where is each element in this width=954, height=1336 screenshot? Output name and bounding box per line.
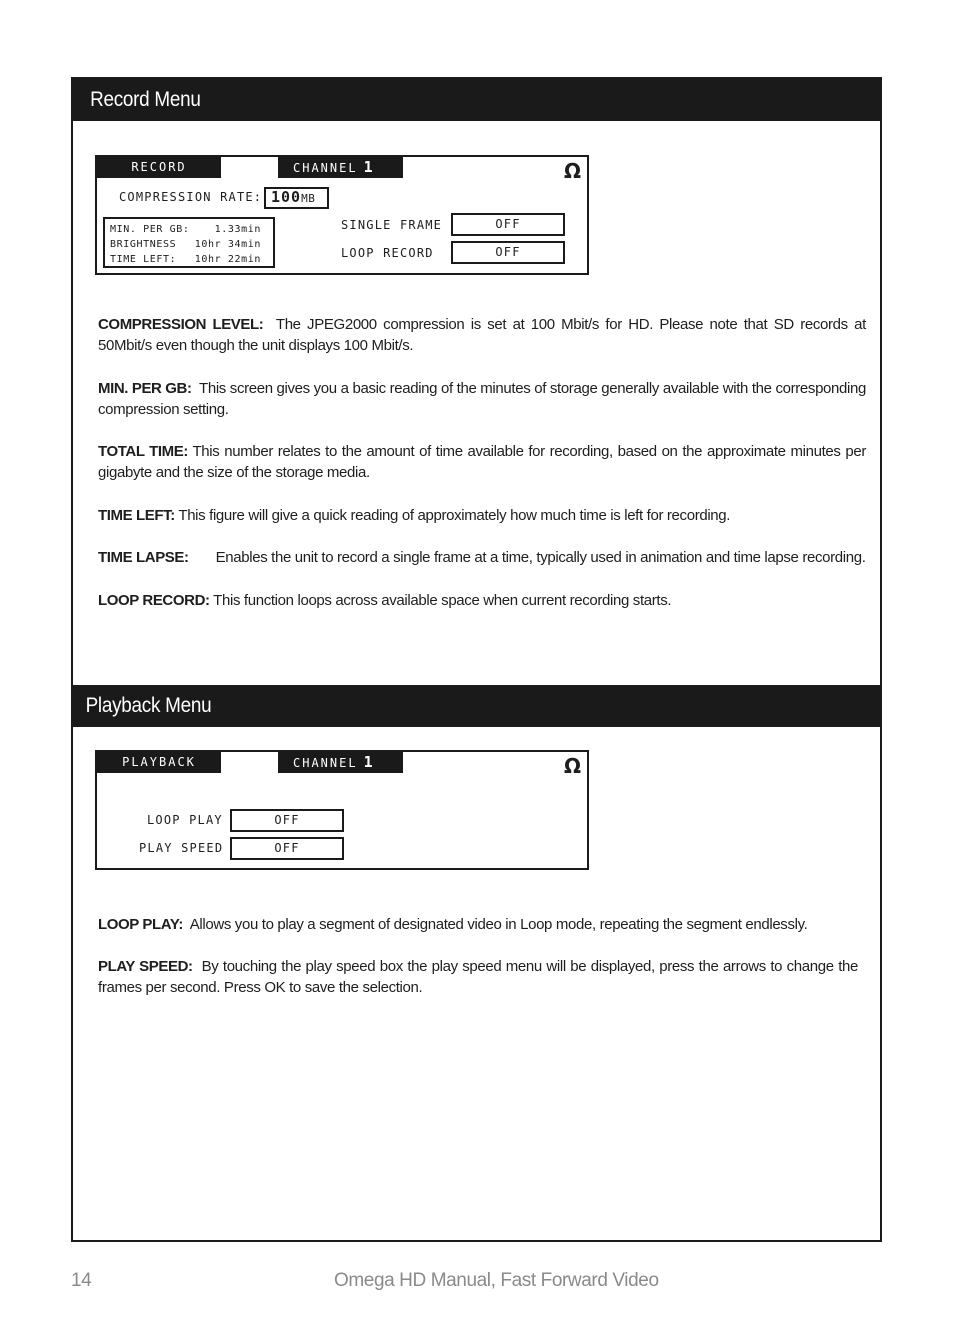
loop-play-label: LOOP PLAY [147,813,223,827]
description: The JPEG2000 compression is set at 100 Mbit/s for HD. Please note that SD records at 50Mbit/s even though the unit displays 100 Mbit/s. [98,316,866,354]
omega-logo-icon: Ω [563,754,581,778]
term: COMPRESSION LEVEL: [98,316,264,333]
stats-row [110,237,273,252]
channel-tab-label: CHANNEL [293,756,358,770]
paragraph-compression-level [98,314,866,356]
term: PLAY SPEED: [98,958,193,975]
min-per-gb-value: 1.33min [214,224,261,235]
stats-row [110,252,273,267]
brightness-value: 10hr 34min [194,239,261,250]
record-menu-title: Record Menu [90,88,201,111]
term: MIN. PER GB: [98,380,192,397]
playback-tab-label: PLAYBACK [122,755,196,769]
page-number: 14 [71,1270,92,1291]
paragraph-loop-record [98,590,866,611]
single-frame-label: SINGLE FRAME [341,218,443,232]
term: TOTAL TIME: [98,443,188,460]
paragraph-time-lapse [98,547,866,568]
time-left-label: TIME LEFT: [110,254,177,265]
term: LOOP PLAY: [98,916,183,933]
loop-play-value: OFF [274,813,300,827]
paragraph-total-time [98,441,866,483]
channel-number: 1 [363,753,373,771]
paragraph-min-per-gb [98,378,866,420]
loop-record-value: OFF [495,245,521,259]
storage-stats-box [103,217,275,268]
playback-menu-title: Playback Menu [85,694,212,717]
record-tab-label: RECORD [131,160,187,174]
term: TIME LEFT: [98,507,175,524]
playback-tab[interactable] [97,752,221,773]
footer-title: Omega HD Manual, Fast Forward Video [334,1270,659,1291]
channel-tab[interactable] [278,752,403,773]
single-frame-value: OFF [495,217,521,231]
description: This screen gives you a basic reading of the minutes of storage generally available with the corresponding compression setting. [98,380,866,418]
playback-menu-header [73,685,880,727]
play-speed-value: OFF [274,841,300,855]
paragraph-time-left [98,505,866,526]
record-tab[interactable] [97,157,221,178]
record-panel [95,155,589,275]
record-menu-header [73,79,880,121]
stats-row [110,222,273,237]
single-frame-toggle[interactable] [451,213,565,236]
compression-rate-box[interactable] [264,187,329,209]
channel-tab[interactable] [278,157,403,178]
description: This figure will give a quick reading of approximately how much time is left for recording. [178,507,731,524]
term: TIME LAPSE: [98,549,189,566]
play-speed-toggle[interactable] [230,837,344,860]
brightness-label: BRIGHTNESS [110,239,177,250]
paragraph-play-speed [98,956,858,998]
play-speed-label: PLAY SPEED [139,841,224,855]
description: Enables the unit to record a single frame at a time, typically used in animation and time lapse recording. [215,549,866,566]
paragraph-loop-play [98,914,866,935]
loop-record-toggle[interactable] [451,241,565,264]
channel-tab-label: CHANNEL [293,161,358,175]
loop-record-label: LOOP RECORD [341,246,434,260]
compression-rate-label: COMPRESSION RATE: [119,190,263,204]
channel-number: 1 [363,158,373,176]
omega-logo-icon: Ω [563,159,581,183]
term: LOOP RECORD: [98,592,210,609]
description: Allows you to play a segment of designated video in Loop mode, repeating the segment endlessly. [189,916,808,933]
compression-rate-value: 100 [271,188,302,206]
description: This function loops across available space when current recording starts. [213,592,672,609]
description: This number relates to the amount of time available for recording, based on the approximate minutes per gigabyte and the size of the storage media. [98,443,866,481]
time-left-value: 10hr 22min [194,254,261,265]
loop-play-toggle[interactable] [230,809,344,832]
playback-panel [95,750,589,870]
min-per-gb-label: MIN. PER GB: [110,224,190,235]
compression-rate-unit: MB [301,192,316,205]
description: By touching the play speed box the play speed menu will be displayed, press the arrows to change the frames per second. Press OK to save the selection. [98,958,858,996]
